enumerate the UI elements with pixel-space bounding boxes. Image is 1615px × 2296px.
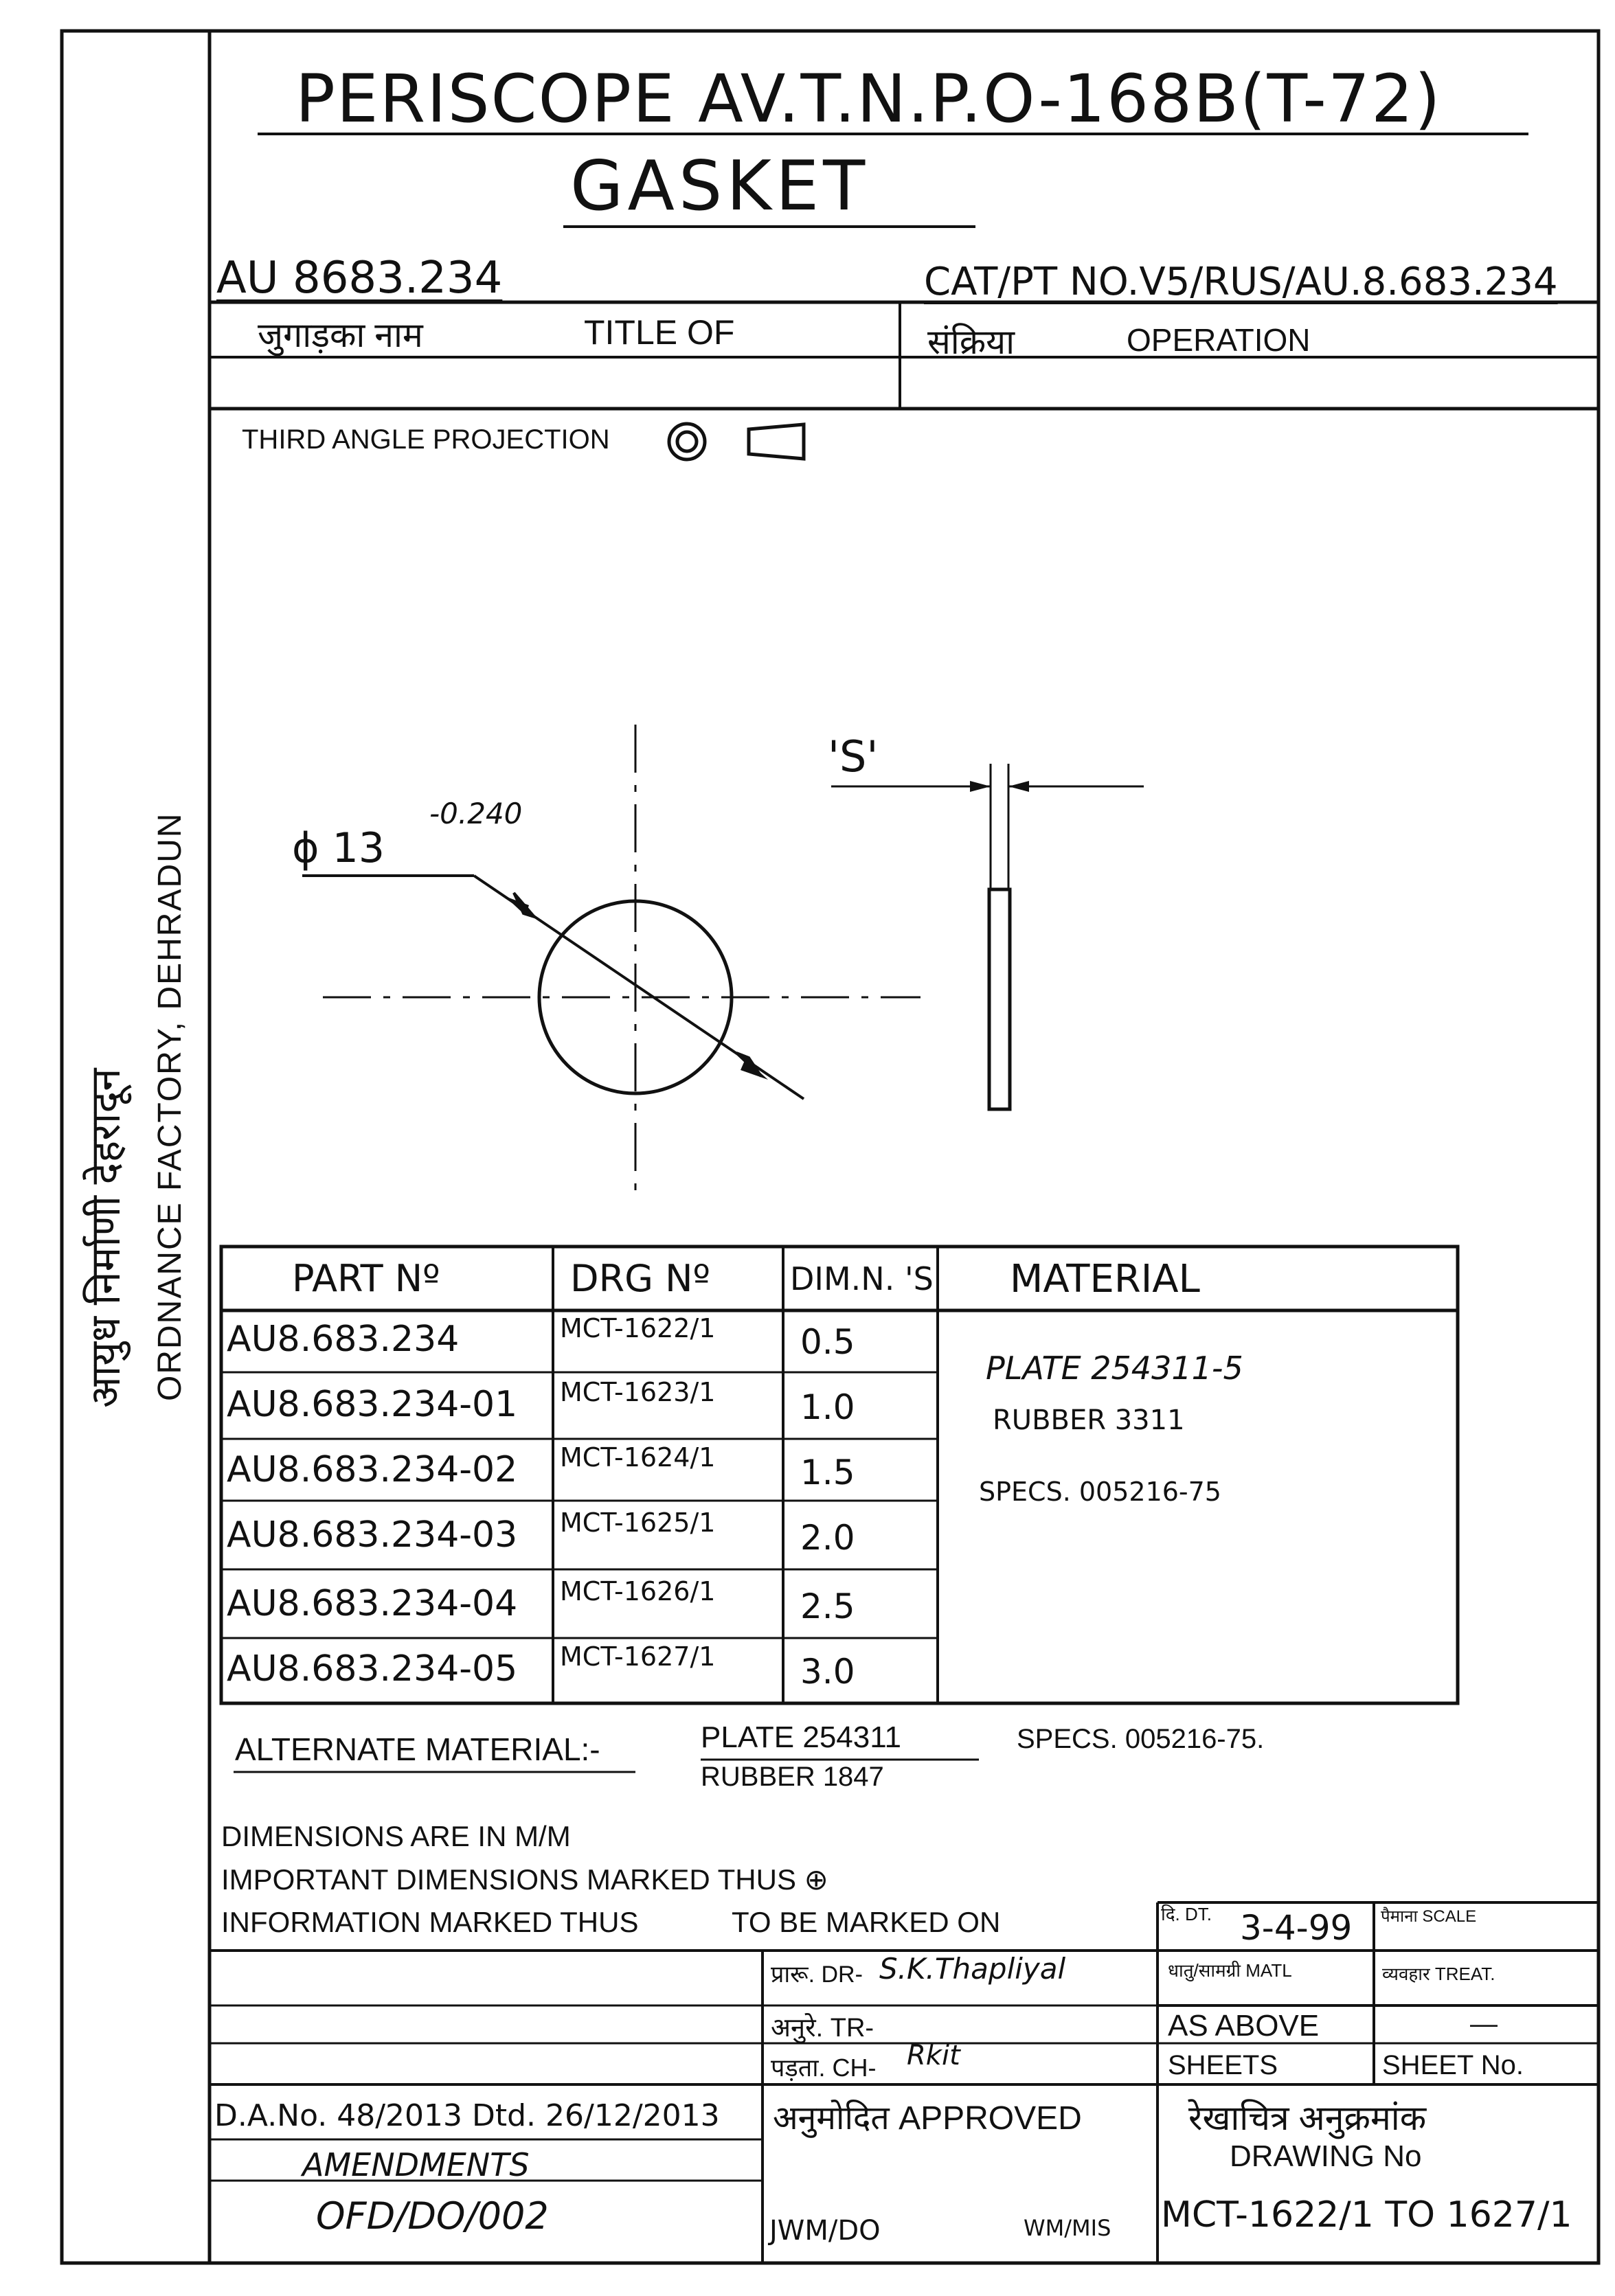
row-2-drg: MCT-1623/1: [560, 1377, 716, 1407]
date-label: दि. DT.: [1161, 1904, 1212, 1924]
part-number-header: AU 8683.234: [216, 253, 503, 304]
row-6-dim: 3.0: [800, 1652, 855, 1692]
title-of-label: TITLE OF: [584, 313, 735, 352]
row-6-drg: MCT-1627/1: [560, 1641, 716, 1672]
checked-by-sign: Rkit: [907, 2040, 960, 2071]
date-value: 3-4-99: [1240, 1908, 1353, 1948]
drawn-by-sign: S.K.Thapliyal: [879, 1952, 1066, 1986]
sheets-label: SHEETS: [1168, 2050, 1278, 2080]
row-2-part: AU8.683.234-01: [227, 1384, 518, 1425]
drawing-title: PERISCOPE AV.T.N.P.O-168B(T-72): [295, 60, 1442, 137]
checked-label: पड़ता. CH-: [771, 2054, 877, 2082]
operation-label: OPERATION: [1127, 322, 1311, 358]
ofd-label: OFD/DO/002: [316, 2194, 549, 2238]
row-4-part: AU8.683.234-03: [227, 1514, 518, 1556]
row-2-dim: 1.0: [800, 1387, 855, 1427]
row-3-dim: 1.5: [800, 1453, 855, 1492]
da-number: D.A.No. 48/2013 Dtd. 26/12/2013: [214, 2098, 720, 2133]
header-dim: DIM.N. 'S': [790, 1260, 942, 1297]
alternate-material-label: ALTERNATE MATERIAL:-: [235, 1731, 600, 1767]
row-5-part: AU8.683.234-04: [227, 1583, 518, 1624]
title-of-hindi: जुगाड़का नाम: [258, 316, 423, 354]
treat-label: व्यवहार TREAT.: [1382, 1964, 1495, 1984]
drawing-subtitle: GASKET: [570, 146, 870, 226]
diameter-tolerance: -0.240: [429, 797, 523, 830]
note-to-be-marked: TO BE MARKED ON: [732, 1906, 1001, 1938]
matl-label: धातु/सामग्री MATL: [1168, 1960, 1292, 1981]
header-drg-no: DRG Nº: [570, 1257, 710, 1300]
row-6-part: AU8.683.234-05: [227, 1648, 518, 1690]
approver-2: WM/MIS: [1024, 2215, 1111, 2241]
projection-frustum: [749, 424, 804, 459]
material-line2: RUBBER 3311: [993, 1405, 1185, 1436]
matl-value: AS ABOVE: [1168, 2009, 1320, 2043]
row-5-dim: 2.5: [800, 1587, 855, 1626]
row-3-part: AU8.683.234-02: [227, 1449, 518, 1490]
projection-circle-outer: [669, 424, 705, 459]
alternate-rubber: RUBBER 1847: [701, 1762, 884, 1792]
operation-hindi: संक्रिया: [927, 323, 1015, 361]
row-3-drg: MCT-1624/1: [560, 1442, 716, 1473]
approver-1: JWM/DO: [769, 2215, 881, 2247]
drawing-no-label: DRAWING No: [1230, 2139, 1422, 2173]
projection-label: THIRD ANGLE PROJECTION: [242, 424, 610, 455]
row-4-dim: 2.0: [800, 1518, 855, 1558]
approved-label: अनुमोदित APPROVED: [773, 2100, 1082, 2137]
material-line1: PLATE 254311-5: [986, 1350, 1243, 1387]
traced-label: अनुरे. TR-: [771, 2014, 874, 2043]
scale-label: पैमाना SCALE: [1381, 1907, 1477, 1926]
thickness-label: 'S': [828, 731, 879, 782]
drawing-number: MCT-1622/1 TO 1627/1: [1161, 2194, 1572, 2236]
note-information: INFORMATION MARKED THUS: [221, 1906, 639, 1938]
factory-label-english: ORDNANCE FACTORY, DEHRADUN: [152, 812, 188, 1401]
note-dimensions: DIMENSIONS ARE IN M/M: [221, 1820, 571, 1852]
sheet-no-label: SHEET No.: [1382, 2050, 1524, 2080]
row-1-dim: 0.5: [800, 1322, 855, 1362]
factory-label-hindi: आयुध निर्माणी देहरादून: [82, 1068, 128, 1408]
drawn-label: प्रारू. DR-: [771, 1962, 863, 1988]
arrowhead-2: [741, 1059, 768, 1080]
drawing-no-label-hindi: रेखाचित्र अनुक्रमांक: [1188, 2099, 1427, 2137]
projection-circle-inner: [677, 432, 697, 451]
row-1-drg: MCT-1622/1: [560, 1313, 716, 1343]
alternate-plate: PLATE 254311: [701, 1720, 901, 1754]
alternate-specs: SPECS. 005216-75.: [1017, 1724, 1265, 1754]
cat-pt-number: CAT/PT NO.V5/RUS/AU.8.683.234: [924, 260, 1558, 304]
row-4-drg: MCT-1625/1: [560, 1508, 716, 1538]
amendments-label: AMENDMENTS: [302, 2146, 530, 2183]
material-line3: SPECS. 005216-75: [979, 1477, 1221, 1507]
diameter-label: ϕ 13: [292, 824, 385, 872]
header-material: MATERIAL: [1010, 1257, 1200, 1302]
header-part-no: PART Nº: [292, 1257, 440, 1300]
gasket-side-view: [989, 889, 1010, 1109]
note-important: IMPORTANT DIMENSIONS MARKED THUS ⊕: [221, 1863, 828, 1896]
row-5-drg: MCT-1626/1: [560, 1576, 716, 1606]
treat-value: —: [1470, 2009, 1498, 2039]
row-1-part: AU8.683.234: [227, 1319, 460, 1360]
